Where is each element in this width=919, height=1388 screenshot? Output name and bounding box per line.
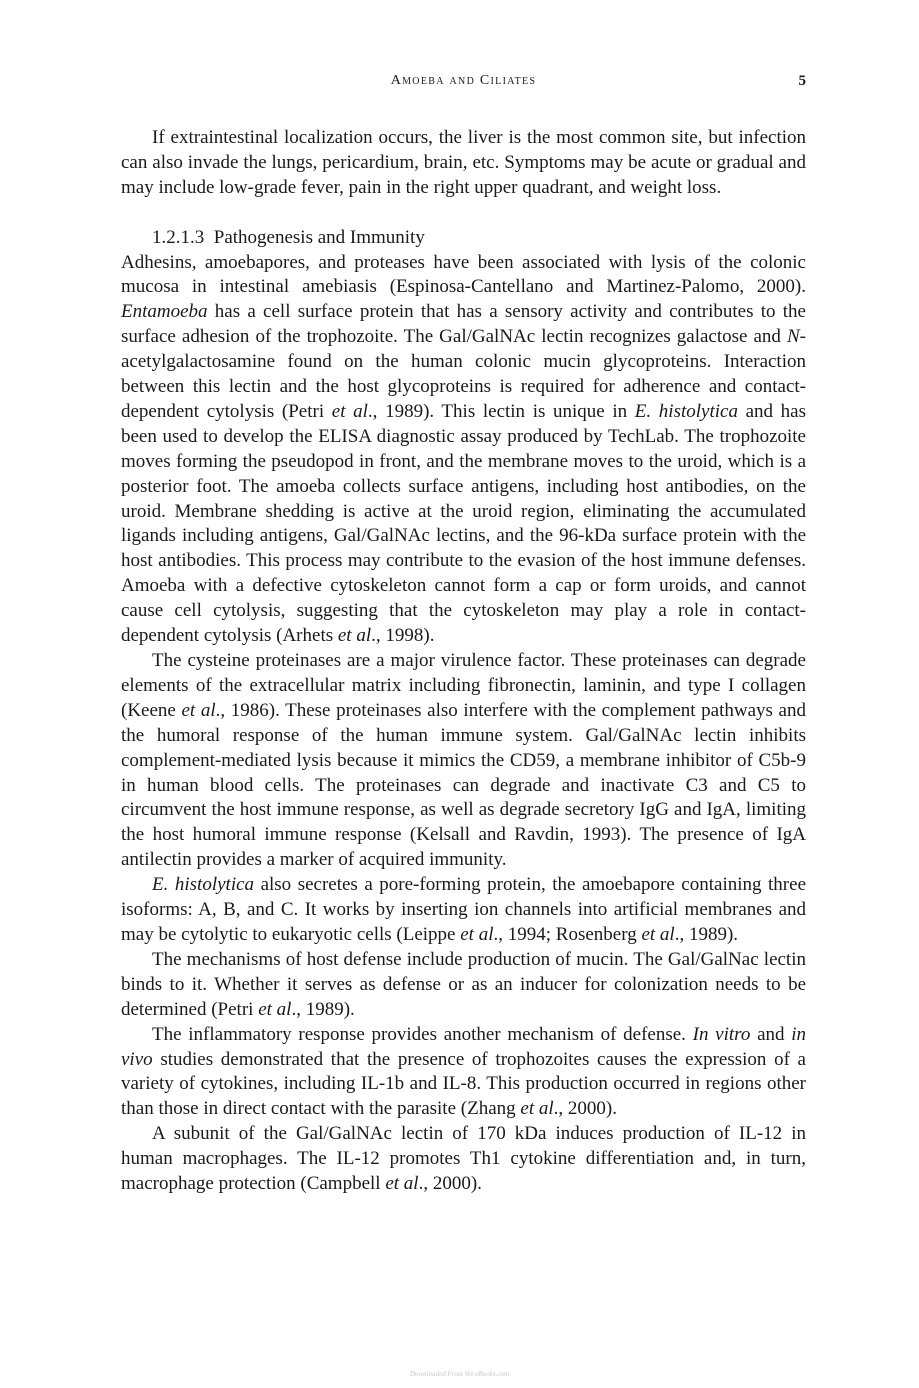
download-watermark: Downloaded From Vet-eBooks.com bbox=[409, 1370, 510, 1378]
italic-term: Entamoeba bbox=[121, 301, 208, 323]
text-run: ., 1994; Rosenberg bbox=[493, 923, 642, 945]
italic-term: et al bbox=[258, 998, 292, 1020]
running-header bbox=[121, 70, 806, 94]
text-run: Adhesins, amoebapores, and proteases have been associated with lysis of the colonic mucosa in intestinal amebiasis (Espinosa-Cantellano and Martinez-Palomo, 2000). bbox=[121, 251, 806, 298]
text-run: ., 1989). bbox=[674, 923, 739, 945]
paragraph-text: If extraintestinal localization occurs, the liver is the most common site, but infection can also invade the lungs, pericardium, brain, etc. Symptoms may be acute or gradual and may include low-grade fever, pain in the right upper quadrant, and weight loss. bbox=[121, 127, 806, 198]
paragraph bbox=[121, 649, 806, 873]
text-run: ., 1986). These proteinases also interfere with the complement pathways and the humoral response of the human immune system. Gal/GalNAc lectin inhibits complement-mediated lysis because it mimics the CD59, a membrane inhibitor of C5b-9 in human blood cells. The proteinases can degrade and inactivate C3 and C5 to circumvent the host immune response, as well as degrade secretory IgG and IgA, limiting the host humoral immune response (Kelsall and Ravdin, 1993). The presence of IgA antilectin provides a marker of acquired immunity. bbox=[121, 699, 806, 871]
italic-term: et al bbox=[460, 923, 494, 945]
italic-term: et al bbox=[641, 923, 675, 945]
paragraph bbox=[121, 1122, 806, 1197]
paragraph bbox=[121, 251, 806, 650]
text-run: also secretes a pore-forming protein, the amoebapore containing three isoforms: A, B, and C. It works by inserting ion channels into artificial membranes and may be cytolytic to eukaryotic cells (Leippe bbox=[121, 874, 807, 945]
text-run: The cysteine proteinases are a major virulence factor. These proteinases can degrade elements of the extracellular matrix including fibronectin, laminin, and type I collagen (Keene bbox=[121, 650, 806, 721]
text-run: has a cell surface protein that has a sensory activity and contributes to the surface adhesion of the trophozoite. The Gal/GalNAc lectin recognizes galactose and bbox=[121, 301, 806, 348]
body-text bbox=[121, 126, 806, 1197]
text-run: ., 1989). bbox=[291, 998, 355, 1020]
text-run: ., 1998). bbox=[371, 625, 435, 647]
italic-term: et al bbox=[337, 625, 372, 647]
text-run: and bbox=[750, 1023, 792, 1045]
italic-term: N bbox=[786, 326, 800, 348]
paragraph bbox=[121, 948, 806, 1023]
text-run: The mechanisms of host defense include production of mucin. The Gal/GalNac lectin binds to it. Whether it serves as defense or as an inducer for colonization needs to be determined (Petri bbox=[121, 948, 806, 1020]
text-run: ., 2000). bbox=[553, 1098, 617, 1120]
italic-term: et al bbox=[181, 699, 216, 721]
text-run: A subunit of the Gal/GalNAc lectin of 170 kDa induces production of IL-12 in human macrophages. The IL-12 promotes Th1 cytokine differentiation and, in turn, macrophage protection (Campbell bbox=[121, 1123, 806, 1195]
paragraph bbox=[121, 873, 806, 948]
text-run: The inflammatory response provides another mechanism of defense. bbox=[152, 1023, 693, 1045]
section-heading bbox=[121, 226, 806, 251]
italic-term: et al bbox=[331, 400, 368, 422]
italic-term: in vivo bbox=[121, 1023, 806, 1070]
text-run: -acetylgalactosamine found on the human colonic mucin glycoproteins. Interaction between this lectin and the host glycoproteins is required for adherence and contact-dependent cytolysis (Petri bbox=[121, 326, 806, 422]
text-run: ., 1989). This lectin is unique in bbox=[367, 400, 635, 422]
paragraph bbox=[121, 1023, 806, 1123]
paragraph bbox=[121, 126, 806, 201]
italic-term: E. histolytica bbox=[152, 874, 255, 896]
italic-term: et al bbox=[385, 1173, 419, 1195]
italic-term: et al bbox=[520, 1098, 554, 1120]
italic-term: In vitro bbox=[692, 1023, 751, 1045]
running-title: Amoeba and Ciliates bbox=[390, 73, 537, 88]
section-title: Pathogenesis and Immunity bbox=[213, 226, 425, 248]
text-run: and has been used to develop the ELISA diagnostic assay produced by TechLab. The trophozoite moves forming the pseudopod in front, and the membrane moves to the uroid, which is a posterior foot. The amoeba collects surface antigens, including host antibodies, on the uroid. Membrane shedding is active at the uroid region, eliminating the accumulated ligands including antigens, Gal/GalNAc lectins, and the 96-kDa surface protein with the host antibodies. This process may contribute to the evasion of the host immune defenses. Amoeba with a defective cytoskeleton cannot form a cap or form uroids, and cannot cause cell cytolysis, suggesting that the cytoskeleton may play a role in contact-dependent cytolysis (Arhets bbox=[121, 400, 806, 647]
italic-term: E. histolytica bbox=[634, 400, 738, 422]
page-number: 5 bbox=[798, 73, 806, 89]
text-run: ., 2000). bbox=[418, 1173, 482, 1195]
text-run: studies demonstrated that the presence of trophozoites causes the expression of a variety of cytokines, including IL-1b and IL-8. This production occurred in regions other than those in direct contact with the parasite (Zhang bbox=[121, 1048, 806, 1120]
section-number: 1.2.1.3 bbox=[152, 226, 205, 248]
